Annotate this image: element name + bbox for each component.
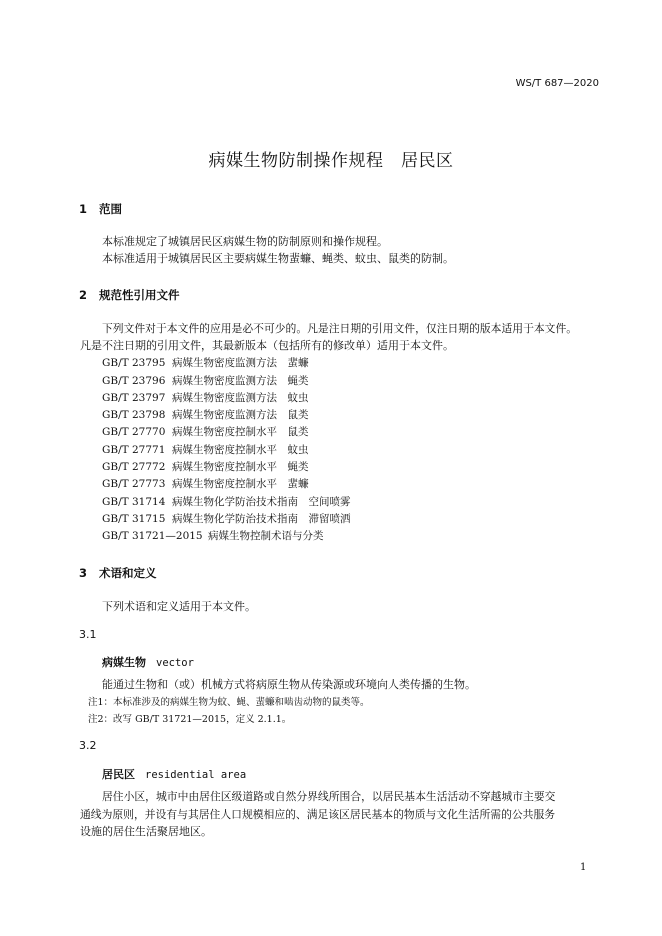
reference-item: [102, 459, 309, 476]
reference-code: GB/T 27773: [102, 478, 166, 490]
reference-code: GB/T 23795: [102, 357, 166, 369]
reference-title: 病媒生物密度控制水平 鼠类: [172, 426, 309, 438]
reference-item: [102, 424, 309, 441]
paragraph: 本标准适用于城镇居民区主要病媒生物蜚蠊、蝇类、蚊虫、鼠类的防制。: [102, 252, 454, 265]
reference-title: 病媒生物密度监测方法 蜚蠊: [172, 357, 309, 369]
term-definition: 通线为原则，并设有与其居住人口规模相应的、满足该区居民基本的物质与文化生活所需的公共服务: [80, 808, 556, 821]
note: 注2：改写 GB/T 31721—2015，定义 2.1.1。: [88, 714, 292, 725]
reference-title: 病媒生物密度监测方法 蚊虫: [172, 392, 309, 404]
section-title: 规范性引用文件: [99, 288, 180, 302]
section-title: 术语和定义: [99, 566, 157, 580]
term-heading: [102, 651, 194, 670]
reference-title: 病媒生物密度控制水平 蝇类: [172, 461, 309, 473]
paragraph: 下列术语和定义适用于本文件。: [102, 600, 256, 613]
reference-item: [102, 494, 351, 511]
term-name-en: vector: [156, 657, 194, 669]
section-2-heading: [79, 287, 180, 303]
reference-title: 病媒生物密度监测方法 蝇类: [172, 375, 309, 387]
paragraph: 凡是不注日期的引用文件，其最新版本（包括所有的修改单）适用于本文件。: [80, 339, 454, 352]
term-name-zh: 居民区: [102, 768, 135, 781]
reference-title: 病媒生物密度监测方法 鼠类: [172, 409, 309, 421]
reference-title: 病媒生物化学防治技术指南 空间喷雾: [172, 496, 351, 508]
standard-code: WS/T 687—2020: [515, 78, 599, 89]
paragraph: 本标准规定了城镇居民区病媒生物的防制原则和操作规程。: [102, 235, 388, 248]
reference-item: [102, 442, 309, 459]
reference-code: GB/T 31721—2015: [102, 530, 203, 542]
reference-code: GB/T 23798: [102, 409, 166, 421]
reference-item: [102, 528, 324, 545]
reference-code: GB/T 27772: [102, 461, 166, 473]
term-definition: 居住小区，城市中由居住区级道路或自然分界线所围合，以居民基本生活活动不穿越城市主要交: [102, 790, 556, 803]
reference-item: [102, 476, 309, 493]
reference-title: 病媒生物密度控制水平 蚊虫: [172, 444, 309, 456]
reference-code: GB/T 23796: [102, 375, 166, 387]
reference-code: GB/T 27771: [102, 444, 166, 456]
reference-title: 病媒生物密度控制水平 蜚蠊: [172, 478, 309, 490]
reference-title: 病媒生物化学防治技术指南 滞留喷洒: [172, 513, 351, 525]
section-1-heading: [79, 201, 122, 217]
reference-code: GB/T 31715: [102, 513, 166, 525]
term-number: 3.1: [79, 628, 97, 641]
term-number: 3.2: [79, 739, 97, 752]
note: 注1：本标准涉及的病媒生物为蚊、蝇、蜚蠊和啮齿动物的鼠类等。: [88, 697, 370, 708]
term-name-en: residential area: [145, 769, 247, 781]
section-title: 范围: [99, 202, 122, 216]
reference-item: [102, 390, 309, 407]
reference-code: GB/T 31714: [102, 496, 166, 508]
reference-title: 病媒生物控制术语与分类: [208, 530, 324, 542]
page-number: 1: [580, 862, 587, 873]
term-definition: 设施的居住生活聚居地区。: [80, 825, 212, 838]
reference-item: [102, 355, 309, 372]
reference-item: [102, 511, 351, 528]
term-name-zh: 病媒生物: [102, 656, 146, 669]
reference-item: [102, 373, 309, 390]
section-3-heading: [79, 565, 157, 581]
reference-item: [102, 407, 309, 424]
term-heading: [102, 763, 246, 782]
term-definition: 能通过生物和（或）机械方式将病原生物从传染源或环境向人类传播的生物。: [102, 678, 476, 691]
section-number: 1: [79, 202, 88, 216]
section-number: 3: [79, 566, 88, 580]
section-number: 2: [79, 288, 88, 302]
paragraph: 下列文件对于本文件的应用是必不可少的。凡是注日期的引用文件，仅注日期的版本适用于本文件。: [102, 322, 578, 335]
reference-code: GB/T 27770: [102, 426, 166, 438]
reference-code: GB/T 23797: [102, 392, 166, 404]
document-title: 病媒生物防制操作规程 居民区: [208, 151, 454, 171]
